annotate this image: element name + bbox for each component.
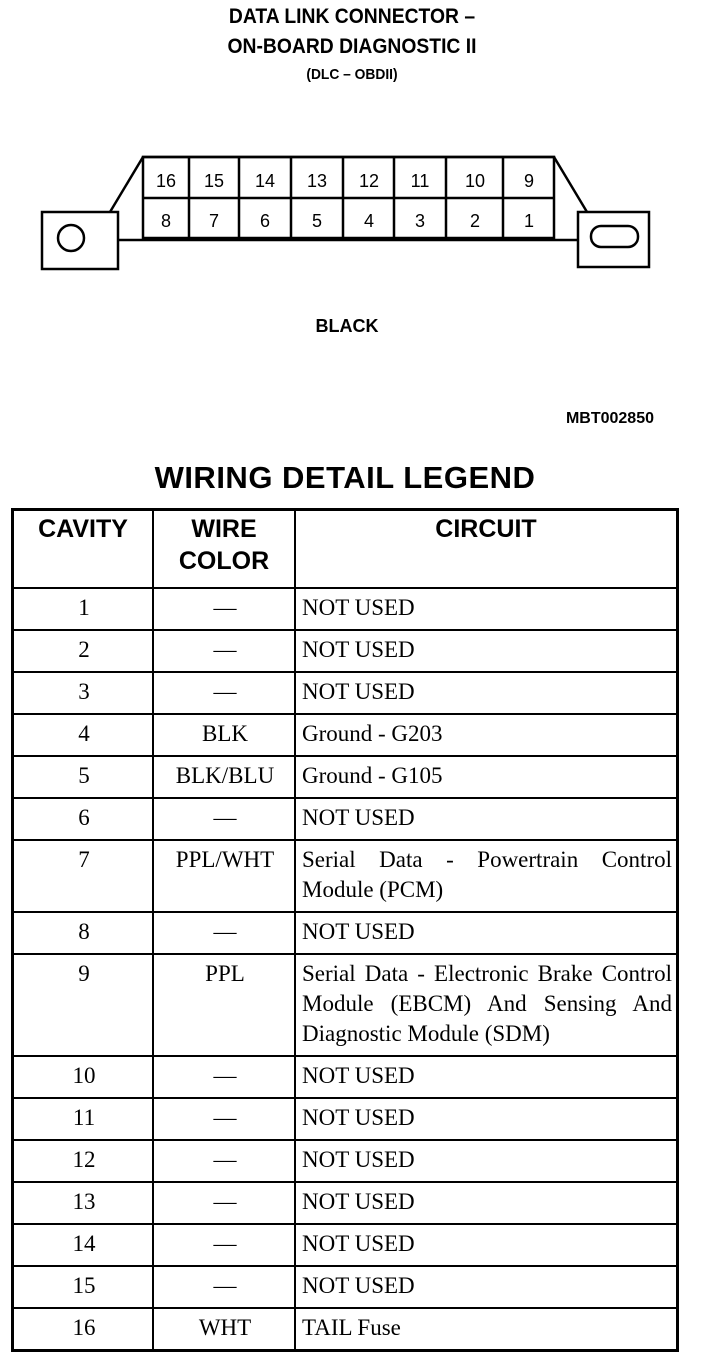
table-row: [13, 840, 678, 912]
wire-color-cell: WHT: [153, 1308, 295, 1351]
diagram-title-line1: DATA LINK CONNECTOR –: [228, 5, 476, 28]
column-header-wire-line2: COLOR: [178, 547, 270, 575]
cavity-label: 9: [523, 171, 535, 191]
diagram-header: [0, 2, 704, 88]
table-row: [13, 672, 678, 714]
circuit-cell: TAIL Fuse: [295, 1308, 678, 1351]
circuit-cell: NOT USED: [295, 798, 678, 840]
table-row: [13, 1224, 678, 1266]
cavity-cell: 2: [13, 630, 154, 672]
table-row: [13, 912, 678, 954]
table-row: [13, 630, 678, 672]
wire-color-cell: —: [153, 1182, 295, 1224]
circuit-cell: NOT USED: [295, 588, 678, 630]
cavity-label: 11: [410, 171, 430, 191]
cavity-label: 8: [160, 211, 172, 231]
table-row: [13, 1266, 678, 1308]
wire-color-cell: —: [153, 1224, 295, 1266]
cavity-cell: 1: [13, 588, 154, 630]
cavity-cell: 15: [13, 1266, 154, 1308]
cavity-cell: 8: [13, 912, 154, 954]
cavity-label: 16: [155, 171, 177, 191]
circuit-cell: Ground - G203: [295, 714, 678, 756]
circuit-cell: Serial Data - Powertrain Control Module (PCM): [295, 840, 678, 912]
wire-color-cell: PPL/WHT: [153, 840, 295, 912]
cavity-label: 2: [469, 211, 481, 231]
wire-color-cell: —: [153, 798, 295, 840]
circuit-cell: NOT USED: [295, 1140, 678, 1182]
column-header-wire-color: [153, 510, 295, 589]
cavity-cell: 12: [13, 1140, 154, 1182]
table-row: [13, 588, 678, 630]
table-row: [13, 714, 678, 756]
wire-color-cell: —: [153, 1098, 295, 1140]
cavity-cell: 10: [13, 1056, 154, 1098]
cavity-label: 10: [464, 171, 486, 191]
connector-body: [110, 157, 587, 212]
cavity-label: 5: [311, 211, 323, 231]
cavity-label: 14: [254, 171, 276, 191]
cavity-cell: 16: [13, 1308, 154, 1351]
table-row: [13, 1056, 678, 1098]
circuit-cell: NOT USED: [295, 1098, 678, 1140]
cavity-label: 12: [358, 171, 380, 191]
circuit-cell: NOT USED: [295, 1182, 678, 1224]
column-header-wire-line1: WIRE: [191, 515, 257, 543]
cavity-cell: 6: [13, 798, 154, 840]
left-mounting-hole: [58, 225, 84, 251]
wire-color-cell: —: [153, 1266, 295, 1308]
table-row: [13, 756, 678, 798]
table-row: [13, 954, 678, 1056]
right-mounting-slot: [591, 226, 638, 247]
circuit-cell: NOT USED: [295, 1224, 678, 1266]
table-row: [13, 798, 678, 840]
table-row: [13, 1308, 678, 1351]
table-row: [13, 1182, 678, 1224]
cavity-label: 1: [523, 211, 535, 231]
cavity-cell: 9: [13, 954, 154, 1056]
circuit-cell: Ground - G105: [295, 756, 678, 798]
table-body: [13, 588, 678, 1351]
circuit-cell: NOT USED: [295, 630, 678, 672]
connector-color-label: BLACK: [315, 316, 379, 336]
table-row: [13, 1098, 678, 1140]
cavity-cell: 3: [13, 672, 154, 714]
diagram-title-line2: ON-BOARD DIAGNOSTIC II: [227, 35, 477, 58]
wire-color-cell: —: [153, 672, 295, 714]
wire-color-cell: —: [153, 912, 295, 954]
cavity-cell: 13: [13, 1182, 154, 1224]
left-mounting-ear: [42, 212, 118, 269]
circuit-cell: NOT USED: [295, 912, 678, 954]
diagram-title-line3: (DLC – OBDII): [306, 66, 398, 83]
cavity-label: 6: [259, 211, 271, 231]
legend-title: WIRING DETAIL LEGEND: [154, 460, 536, 495]
cavity-label: 7: [208, 211, 220, 231]
table-header-row: [13, 510, 678, 589]
column-header-cavity: CAVITY: [13, 510, 154, 589]
cavity-cell: 11: [13, 1098, 154, 1140]
cavity-label: 3: [414, 211, 426, 231]
wire-color-cell: BLK/BLU: [153, 756, 295, 798]
wire-color-cell: BLK: [153, 714, 295, 756]
figure-id: MBT002850: [565, 410, 654, 427]
column-header-circuit: CIRCUIT: [295, 510, 678, 589]
cavity-cell: 7: [13, 840, 154, 912]
cavity-label: 15: [203, 171, 225, 191]
cavity-label: 13: [306, 171, 328, 191]
circuit-cell: Serial Data - Electronic Brake Control Module (EBCM) And Sensing And Diagnostic Module (SDM): [295, 954, 678, 1056]
cavity-cell: 5: [13, 756, 154, 798]
circuit-cell: NOT USED: [295, 1266, 678, 1308]
wire-color-cell: —: [153, 630, 295, 672]
table-row: [13, 1140, 678, 1182]
cavity-cell: 14: [13, 1224, 154, 1266]
cavity-cell: 4: [13, 714, 154, 756]
wire-color-cell: PPL: [153, 954, 295, 1056]
wire-color-cell: —: [153, 1056, 295, 1098]
cavity-label: 4: [363, 211, 375, 231]
connector-diagram: [0, 140, 704, 280]
wire-color-cell: —: [153, 588, 295, 630]
wiring-legend-table: [11, 508, 679, 1352]
circuit-cell: NOT USED: [295, 1056, 678, 1098]
wire-color-cell: —: [153, 1140, 295, 1182]
circuit-cell: NOT USED: [295, 672, 678, 714]
